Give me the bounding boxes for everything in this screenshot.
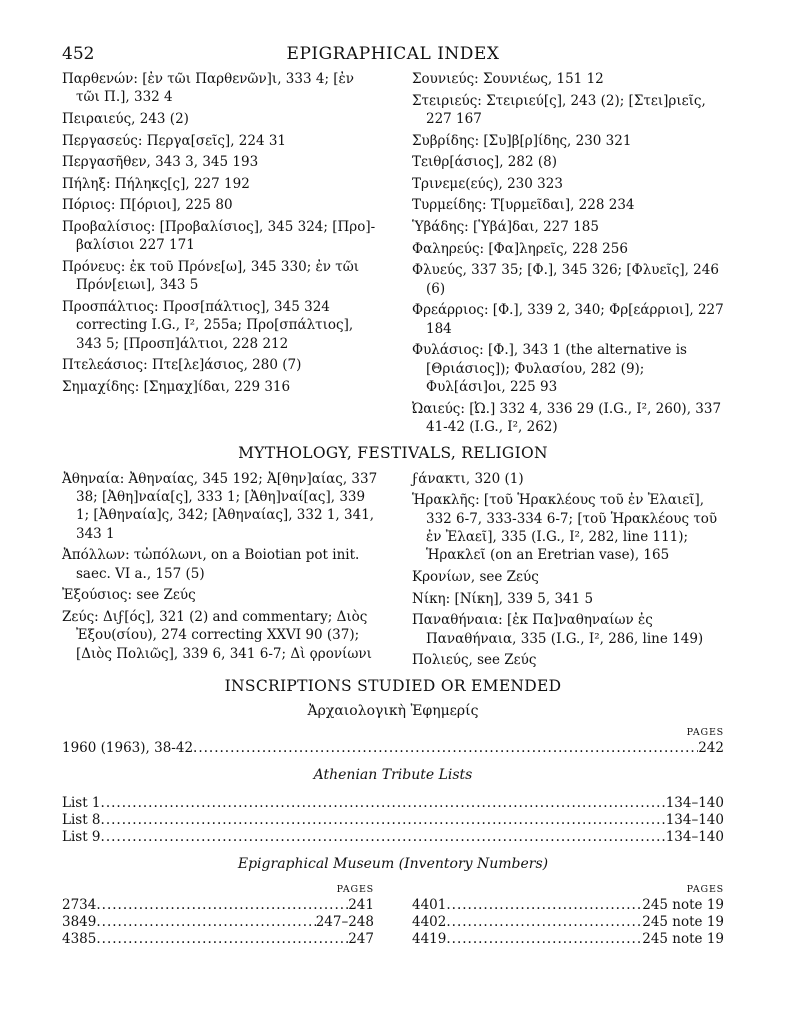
index-entry: ϝάνακτι, 320 (1) xyxy=(412,470,524,487)
mythology-index xyxy=(62,470,724,673)
index-entry: Περγασῆθεν, 343 3, 345 193 xyxy=(62,154,259,171)
index-entry: Στειριεύς: Στειριεύ[ς], 243 (2); [Στει]ριεῖς, 227 167 xyxy=(412,92,706,127)
index-entry: Παναθήναια: [ἐκ Πα]ναθηναίων ἐς Παναθήναια, 335 (I.G., I², 286, line 149) xyxy=(412,612,704,647)
reference-pages: 245 note 19 xyxy=(642,896,724,913)
reference-row xyxy=(62,897,374,914)
page-number: 452 xyxy=(62,44,95,64)
demotics-index xyxy=(62,70,724,440)
reference-label: 4402 xyxy=(412,913,447,930)
index-entry: Πήληξ: Πήληκς[ς], 227 192 xyxy=(62,175,250,192)
index-entry: Τρινεμε(εύς), 230 323 xyxy=(412,175,563,192)
index-entry: Ἐξούσιος: see Ζεύς xyxy=(62,587,196,604)
index-entry: Φλυεύς, 337 35; [Φ.], 345 326; [Φλυεῖς], 246 (6) xyxy=(412,262,719,297)
archaiologike-subtitle: Ἀρχαιολογικὴ Ἐφημερίς xyxy=(307,702,479,719)
index-entry: Τειθρ[άσιος], 282 (8) xyxy=(412,154,557,171)
atl-subtitle: Athenian Tribute Lists xyxy=(313,766,473,783)
index-entry: Προβαλίσιος: [Προβαλίσιος], 345 324; [Προ]-βαλίσιοι 227 171 xyxy=(62,218,376,254)
reference-row xyxy=(412,897,724,914)
reference-pages: 134–140 xyxy=(665,828,724,845)
reference-label: List 9 xyxy=(62,828,101,845)
index-page xyxy=(62,44,724,948)
reference-row xyxy=(62,795,724,812)
reference-label: 3849 xyxy=(62,913,97,930)
leader-dots xyxy=(96,897,348,914)
reference-row xyxy=(62,914,374,931)
index-entry: Ὑβάδης: [Ὑβά]δαι, 227 185 xyxy=(412,218,599,235)
museum-column-right xyxy=(412,884,724,948)
leader-dots xyxy=(446,914,642,931)
index-entry: Ἡρακλῆς: [τοῦ Ἡρακλέους τοῦ ἐν Ἐλαιεῖ], 332 6-7, 333-334 6-7; [τοῦ Ἡρακλέους τοῦ ἐν Ἐλαεῖ], 335 (I.G., I², 282, line 111); Ἡρακλεῖ (on an Eretrian vase), 165 xyxy=(412,492,718,564)
reference-pages: 247–248 xyxy=(315,913,374,930)
running-head xyxy=(62,44,724,70)
index-entry: Πτελεάσιος: Πτε[λε]άσιος, 280 (7) xyxy=(62,357,302,374)
reference-pages: 134–140 xyxy=(665,794,724,811)
reference-row xyxy=(62,931,374,948)
index-entry: Φρεάρριος: [Φ.], 339 2, 340; Φρ[εάρριοι], 227 184 xyxy=(412,302,724,337)
reference-row xyxy=(412,931,724,948)
leader-dots xyxy=(101,795,666,812)
index-entry: Παρθενών: [ἐν τῶι Παρθενῶν]ι, 333 4; [ἐν τῶι Π.], 332 4 xyxy=(62,71,354,106)
inscriptions-section-title: INSCRIPTIONS STUDIED OR EMENDED xyxy=(224,676,562,695)
index-entry: Συβρίδης: [Συ]β[ρ]ίδης, 230 321 xyxy=(412,132,632,149)
museum-subtitle: Epigraphical Museum (Inventory Numbers) xyxy=(237,855,549,872)
mythology-section-title: MYTHOLOGY, FESTIVALS, RELIGION xyxy=(238,443,548,462)
leader-dots xyxy=(96,914,315,931)
reference-row xyxy=(412,914,724,931)
reference-pages: 134–140 xyxy=(665,811,724,828)
index-entry: Φυλάσιος: [Φ.], 343 1 (the alternative is [Θριάσιος]); Φυλασίου, 282 (9); Φυλ[άσι]οι, 225 93 xyxy=(412,342,687,395)
index-entry: Τυρμείδης: Τ[υρμεῖδαι], 228 234 xyxy=(412,197,635,214)
reference-label: 4401 xyxy=(412,896,447,913)
index-entry: Ζεύς: Διϝ[ός], 321 (2) and commentary; Διὸς Ἐξου(σίου), 274 correcting XXVI 90 (37); [Διὸς Πολιῶς], 339 6, 341 6-7; Δὶ ϙρονίωνι xyxy=(62,608,372,662)
leader-dots xyxy=(101,812,666,829)
index-entry: Νίκη: [Νίκη], 339 5, 341 5 xyxy=(412,590,594,607)
reference-row xyxy=(62,740,724,757)
reference-label: List 8 xyxy=(62,811,101,828)
museum-column-left xyxy=(62,884,374,948)
leader-dots xyxy=(446,897,642,914)
reference-pages: 241 xyxy=(348,896,374,913)
index-entry: Πειραιεύς, 243 (2) xyxy=(62,111,189,127)
index-entry: Πόριος: Π[όριοι], 225 80 xyxy=(62,197,233,214)
reference-pages: 245 note 19 xyxy=(642,930,724,947)
reference-label: List 1 xyxy=(62,794,101,811)
pages-label: PAGES xyxy=(686,883,724,895)
leader-dots xyxy=(193,740,698,757)
index-column-right xyxy=(412,70,724,440)
index-entry: Κρονίων, see Ζεύς xyxy=(412,568,539,585)
index-entry: Σημαχίδης: [Σημαχ]ίδαι, 229 316 xyxy=(62,378,291,395)
index-column-left xyxy=(62,70,379,440)
leader-dots xyxy=(96,931,348,948)
reference-pages: 247 xyxy=(348,930,374,947)
mythology-column-left xyxy=(62,470,379,673)
index-entry: Ἀθηναία: Ἀθηναίας, 345 192; Ἀ[θην]αίας, 337 38; [Ἀθη]ναία[ς], 333 1; [Ἀθη]ναί[ας], 339 1; [Ἀθηναία]ς, 342; [Ἀθηναίας], 332 1, 341, 343 1 xyxy=(62,470,378,542)
reference-label: 4419 xyxy=(412,930,447,947)
museum-index xyxy=(62,884,724,948)
reference-label: 1960 (1963), 38-42 xyxy=(62,739,194,756)
index-entry: Σουνιεύς: Σουνιέως, 151 12 xyxy=(412,71,604,87)
leader-dots xyxy=(446,931,642,948)
reference-label: 4385 xyxy=(62,930,97,947)
index-entry: Προσπάλτιος: Προσ[πάλτιος], 345 324 correcting I.G., I², 255a; Προ[σπάλτιος], 343 5; [Προσπ]άλτιοι, 228 212 xyxy=(62,298,354,352)
pages-label: PAGES xyxy=(336,883,374,895)
index-entry: Περγασεύς: Περγα[σεῖς], 224 31 xyxy=(62,132,287,149)
index-entry: Πρόνευς: ἐκ τοῦ Πρόνε[ω], 345 330; ἐν τῶι Πρόν[ειωι], 343 5 xyxy=(62,258,360,294)
page-title: EPIGRAPHICAL INDEX xyxy=(286,44,500,64)
index-entry: Ἀπόλλων: τὠπόλωνι, on a Boiotian pot init. saec. VI a., 157 (5) xyxy=(62,547,360,582)
reference-label: 2734 xyxy=(62,896,97,913)
mythology-column-right xyxy=(412,470,724,673)
reference-row xyxy=(62,812,724,829)
reference-pages: 245 note 19 xyxy=(642,913,724,930)
index-entry: Πολιεύς, see Ζεύς xyxy=(412,652,537,669)
reference-pages: 242 xyxy=(698,739,724,756)
reference-row xyxy=(62,829,724,846)
leader-dots xyxy=(101,829,666,846)
index-entry: Φαληρεύς: [Φα]ληρεῖς, 228 256 xyxy=(412,240,628,257)
index-entry: Ὠαιεύς: [Ὠ.] 332 4, 336 29 (I.G., I², 260), 337 41-42 (I.G., I², 262) xyxy=(412,400,722,435)
pages-label: PAGES xyxy=(686,726,724,738)
